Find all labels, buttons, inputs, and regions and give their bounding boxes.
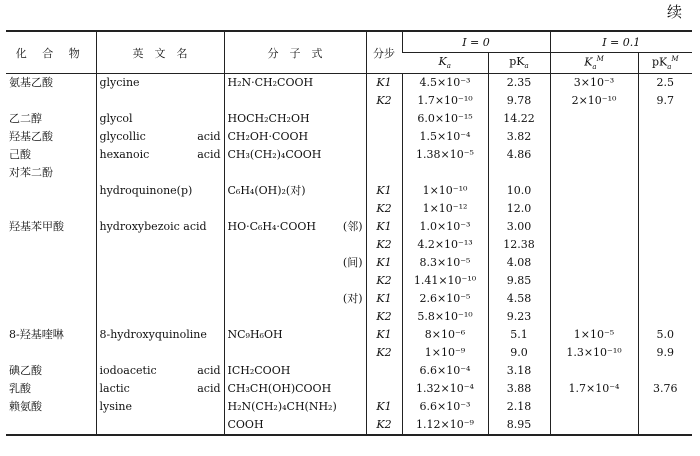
english-name: glycol: [96, 110, 224, 128]
pka-value: 4.86: [488, 146, 550, 164]
kam-value: [550, 236, 638, 254]
pka-value: 12.0: [488, 200, 550, 218]
pka-value: 9.23: [488, 308, 550, 326]
pka-value: 9.85: [488, 272, 550, 290]
table-row: [6, 344, 692, 362]
continued-label: 续: [666, 3, 682, 21]
formula: [224, 344, 366, 362]
header-ionic-strength-0: I = 0: [402, 31, 550, 53]
step: K1: [366, 74, 402, 93]
ka-value: 1.12×10⁻⁹: [402, 416, 488, 435]
kam-value: [550, 398, 638, 416]
table-row: [6, 182, 692, 200]
compound-name: 碘乙酸: [9, 364, 42, 377]
table-row: [6, 254, 692, 272]
english-name: lactic acid: [96, 380, 224, 398]
formula: CH₃CH(OH)COOH: [224, 380, 366, 398]
compound-name: [6, 308, 96, 326]
table-row: [6, 416, 692, 435]
pkam-value: [638, 272, 692, 290]
ka-value: 8×10⁻⁶: [402, 326, 488, 344]
ka-value: 1×10⁻¹²: [402, 200, 488, 218]
pka-value: 3.88: [488, 380, 550, 398]
ka-value: 2.6×10⁻⁵: [402, 290, 488, 308]
step: K2: [366, 344, 402, 362]
ka-value: 1.38×10⁻⁵: [402, 146, 488, 164]
formula: HOCH₂CH₂OH: [224, 110, 366, 128]
pkam-value: [638, 128, 692, 146]
header-english-name: 英 文 名: [96, 31, 224, 74]
formula: [224, 92, 366, 110]
pka-value: [488, 164, 550, 182]
pka-value: 9.0: [488, 344, 550, 362]
kam-value: 1.7×10⁻⁴: [550, 380, 638, 398]
english-name: [96, 254, 224, 272]
step: [366, 110, 402, 128]
compound-name: [6, 200, 96, 218]
kam-value: [550, 362, 638, 380]
step: [366, 146, 402, 164]
pka-value: 3.18: [488, 362, 550, 380]
kam-value: [550, 146, 638, 164]
formula: [224, 236, 366, 254]
pkam-value: [638, 254, 692, 272]
compound-name: [6, 272, 96, 290]
english-name: hydroxybezoic acid: [96, 218, 224, 236]
pkam-value: [638, 236, 692, 254]
ka-value: 4.5×10⁻³: [402, 74, 488, 93]
step: K2: [366, 200, 402, 218]
english-name: [96, 308, 224, 326]
pkam-value: [638, 182, 692, 200]
table-row: [6, 308, 692, 326]
compound-name: [6, 290, 96, 308]
english-name: lysine: [96, 398, 224, 416]
kam-value: [550, 218, 638, 236]
compound-name: [6, 344, 96, 362]
compound-name: [6, 236, 96, 254]
compound-name: [6, 416, 96, 435]
table-row: [6, 146, 692, 164]
compound-name: 己酸: [9, 148, 31, 161]
step: [366, 128, 402, 146]
table-row: [6, 110, 692, 128]
kam-value: 2×10⁻¹⁰: [550, 92, 638, 110]
formula: (间): [224, 254, 366, 272]
pka-value: 10.0: [488, 182, 550, 200]
pka-value: 9.78: [488, 92, 550, 110]
step: K2: [366, 308, 402, 326]
formula: C₆H₄(OH)₂(对): [224, 182, 366, 200]
kam-value: [550, 164, 638, 182]
kam-value: 3×10⁻³: [550, 74, 638, 93]
kam-value: [550, 290, 638, 308]
pkam-value: 9.7: [638, 92, 692, 110]
kam-value: 1.3×10⁻¹⁰: [550, 344, 638, 362]
formula: [224, 272, 366, 290]
header-compound: 化 合 物: [6, 31, 96, 74]
formula: CH₂OH·COOH: [224, 128, 366, 146]
english-name: hexanoic acid: [96, 146, 224, 164]
ka-value: 6.0×10⁻¹⁵: [402, 110, 488, 128]
english-name: [96, 164, 224, 182]
formula: ICH₂COOH: [224, 362, 366, 380]
header-step: 分步: [366, 31, 402, 74]
header-ka: $K_a$: [402, 53, 488, 74]
english-name: [96, 416, 224, 435]
compound-name: [6, 254, 96, 272]
compound-name: 8-羟基喹啉: [9, 328, 64, 341]
pkam-value: [638, 200, 692, 218]
step: K1: [366, 254, 402, 272]
table-row: [6, 326, 692, 344]
formula: [224, 308, 366, 326]
formula: HO·C₆H₄·COOH (邻): [224, 218, 366, 236]
ka-value: 1.5×10⁻⁴: [402, 128, 488, 146]
pka-value: 4.08: [488, 254, 550, 272]
formula: NC₉H₆OH: [224, 326, 366, 344]
ka-value: 1×10⁻⁹: [402, 344, 488, 362]
step: K1: [366, 290, 402, 308]
header-kam: $K_a^M$: [550, 53, 638, 74]
english-name: [96, 290, 224, 308]
header-formula: 分 子 式: [224, 31, 366, 74]
english-name: [96, 344, 224, 362]
pka-value: 2.18: [488, 398, 550, 416]
pkam-value: [638, 308, 692, 326]
header-pkam: $pK_a^M$: [638, 53, 692, 74]
step: K1: [366, 398, 402, 416]
step: K2: [366, 92, 402, 110]
table-row: [6, 380, 692, 398]
kam-value: [550, 272, 638, 290]
table-row: [6, 200, 692, 218]
formula: [224, 200, 366, 218]
compound-name: 乳酸: [9, 382, 31, 395]
table-row: [6, 236, 692, 254]
table-row: [6, 290, 692, 308]
step: K2: [366, 272, 402, 290]
step: [366, 380, 402, 398]
english-name: hydroquinone(p): [96, 182, 224, 200]
ka-value: 1.41×10⁻¹⁰: [402, 272, 488, 290]
ka-value: 4.2×10⁻¹³: [402, 236, 488, 254]
dissociation-constants-table: [6, 30, 692, 436]
formula: (对): [224, 290, 366, 308]
kam-value: [550, 110, 638, 128]
pka-value: 5.1: [488, 326, 550, 344]
header-ionic-strength-0-1: I = 0.1: [550, 31, 692, 53]
compound-name: [6, 92, 96, 110]
pka-value: 3.00: [488, 218, 550, 236]
pkam-value: [638, 110, 692, 128]
header-pka: $pK_a$: [488, 53, 550, 74]
pka-value: 8.95: [488, 416, 550, 435]
kam-value: [550, 416, 638, 435]
ka-value: 1.7×10⁻¹⁰: [402, 92, 488, 110]
step: K1: [366, 326, 402, 344]
pkam-value: 3.76: [638, 380, 692, 398]
pka-value: 4.58: [488, 290, 550, 308]
compound-name: 对苯二酚: [9, 166, 53, 179]
english-name: 8-hydroxyquinoline: [96, 326, 224, 344]
ka-value: 5.8×10⁻¹⁰: [402, 308, 488, 326]
pkam-value: [638, 362, 692, 380]
pkam-value: 5.0: [638, 326, 692, 344]
table-row: [6, 218, 692, 236]
kam-value: [550, 308, 638, 326]
compound-name: [6, 182, 96, 200]
pkam-value: [638, 416, 692, 435]
formula: [224, 164, 366, 182]
step: [366, 164, 402, 182]
english-name: glycine: [96, 74, 224, 93]
ka-value: 6.6×10⁻³: [402, 398, 488, 416]
kam-value: [550, 200, 638, 218]
ka-value: 1.0×10⁻³: [402, 218, 488, 236]
table-row: [6, 272, 692, 290]
table-row: [6, 362, 692, 380]
pkam-value: 2.5: [638, 74, 692, 93]
ka-value: 8.3×10⁻⁵: [402, 254, 488, 272]
compound-name: 羟基苯甲酸: [9, 220, 64, 233]
english-name: [96, 272, 224, 290]
step: [366, 362, 402, 380]
step: K2: [366, 236, 402, 254]
pka-value: 12.38: [488, 236, 550, 254]
pkam-value: [638, 290, 692, 308]
step: K1: [366, 218, 402, 236]
table-row: [6, 128, 692, 146]
pkam-value: 9.9: [638, 344, 692, 362]
pkam-value: [638, 164, 692, 182]
kam-value: [550, 128, 638, 146]
kam-value: 1×10⁻⁵: [550, 326, 638, 344]
formula: COOH: [224, 416, 366, 435]
pkam-value: [638, 146, 692, 164]
ka-value: [402, 164, 488, 182]
ka-value: 6.6×10⁻⁴: [402, 362, 488, 380]
pkam-value: [638, 218, 692, 236]
compound-name: 乙二醇: [9, 112, 42, 125]
ka-value: 1×10⁻¹⁰: [402, 182, 488, 200]
compound-name: 氨基乙酸: [9, 76, 53, 89]
kam-value: [550, 182, 638, 200]
table-row: [6, 74, 692, 93]
english-name: [96, 200, 224, 218]
ka-value: 1.32×10⁻⁴: [402, 380, 488, 398]
formula: H₂N·CH₂COOH: [224, 74, 366, 93]
english-name: glycollic acid: [96, 128, 224, 146]
table-row: [6, 398, 692, 416]
table-row: [6, 164, 692, 182]
formula: H₂N(CH₂)₄CH(NH₂): [224, 398, 366, 416]
english-name: [96, 236, 224, 254]
compound-name: 羟基乙酸: [9, 130, 53, 143]
pka-value: 3.82: [488, 128, 550, 146]
formula: CH₃(CH₂)₄COOH: [224, 146, 366, 164]
step: K2: [366, 416, 402, 435]
pka-value: 2.35: [488, 74, 550, 93]
step: K1: [366, 182, 402, 200]
pkam-value: [638, 398, 692, 416]
english-name: [96, 92, 224, 110]
pka-value: 14.22: [488, 110, 550, 128]
compound-name: 赖氨酸: [9, 400, 42, 413]
table-row: [6, 92, 692, 110]
kam-value: [550, 254, 638, 272]
english-name: iodoacetic acid: [96, 362, 224, 380]
